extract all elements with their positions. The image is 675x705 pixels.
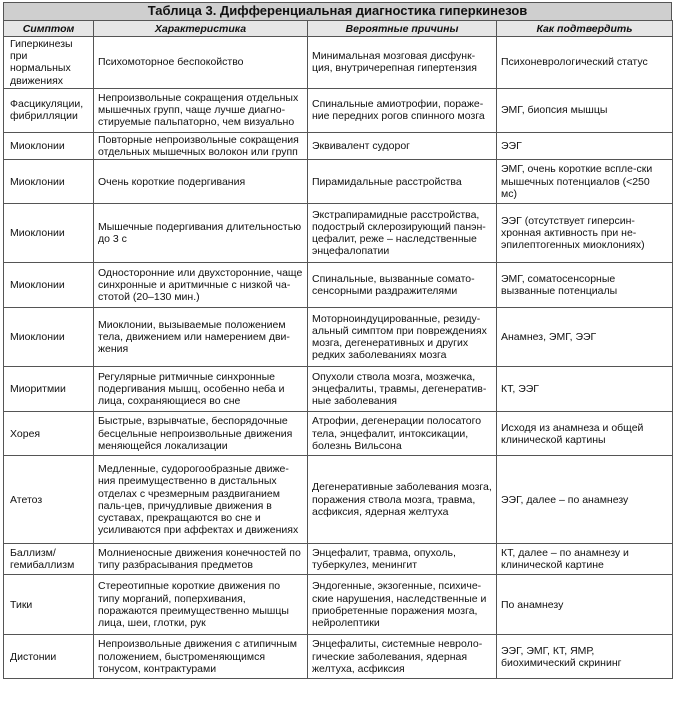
table-row xyxy=(4,204,673,263)
cell-characteristic: Быстрые, взрывчатые, беспорядочные бесцельные непроизвольные движения меняющейся локализации xyxy=(94,412,308,456)
cell-characteristic: Медленные, судорогообразные движе-ния преимущественно в дистальных отделах с чрезмерным раздвиганием паль-цев, причудливые движения в суставах, прекращаются во сне и усиливаются при аффектах и движениях xyxy=(94,456,308,544)
cell-confirm: ЭЭГ, далее – по анамнезу xyxy=(497,456,673,544)
cell-characteristic: Непроизвольные сокращения отдельных мышечных групп, чаще лучше диагно-стируемые пальпаторно, чем визуально xyxy=(94,88,308,132)
cell-causes: Моторноиндуцированные, резиду-альный симптом при повреждениях мозга, дегенеративных и других редких заболеваниях мозга xyxy=(308,308,497,367)
cell-causes: Эндогенные, экзогенные, психиче-ские нарушения, наследственные и приобретенные поражения мозга, нейролептики xyxy=(308,575,497,635)
cell-causes: Пирамидальные расстройства xyxy=(308,160,497,204)
cell-causes: Спинальные амиотрофии, пораже-ние передних рогов спинного мозга xyxy=(308,88,497,132)
table-row xyxy=(4,308,673,367)
table-row xyxy=(4,37,673,89)
table-row xyxy=(4,132,673,159)
cell-causes: Атрофии, дегенерации полосатого тела, энцефалит, интоксикации, болезнь Вильсона xyxy=(308,412,497,456)
table-row xyxy=(4,160,673,204)
cell-symptom: Баллизм/ гемибаллизм xyxy=(4,544,94,575)
cell-symptom: Дистонии xyxy=(4,635,94,679)
header-symptom: Симптом xyxy=(4,21,94,37)
cell-causes: Спинальные, вызванные сомато-сенсорными раздражителями xyxy=(308,263,497,308)
cell-characteristic: Односторонние или двухсторонние, чаще синхронные и аритмичные с низкой ча-стотой (20–130 мин.) xyxy=(94,263,308,308)
cell-symptom: Атетоз xyxy=(4,456,94,544)
header-row xyxy=(4,21,673,37)
cell-symptom: Миоклонии xyxy=(4,160,94,204)
cell-confirm: По анамнезу xyxy=(497,575,673,635)
cell-confirm: Исходя из анамнеза и общей клинической картины xyxy=(497,412,673,456)
cell-causes: Энцефалит, травма, опухоль, туберкулез, менингит xyxy=(308,544,497,575)
table-title: Таблица 3. Дифференциальная диагностика гиперкинезов xyxy=(3,2,672,20)
cell-symptom: Миоклонии xyxy=(4,308,94,367)
table-row xyxy=(4,412,673,456)
header-confirm: Как подтвердить xyxy=(497,21,673,37)
cell-causes: Эквивалент судорог xyxy=(308,132,497,159)
cell-confirm: ЭМГ, очень короткие вспле-ски мышечных потенциалов (<250 мс) xyxy=(497,160,673,204)
cell-confirm: ЭМГ, биопсия мышцы xyxy=(497,88,673,132)
cell-characteristic: Непроизвольные движения с атипичным положением, быстроменяющимся тонусом, контрактурами xyxy=(94,635,308,679)
cell-characteristic: Миоклонии, вызываемые положением тела, движением или намерением дви-жения xyxy=(94,308,308,367)
table-row xyxy=(4,456,673,544)
cell-characteristic: Повторные непроизвольные сокращения отдельных мышечных волокон или групп xyxy=(94,132,308,159)
table-row xyxy=(4,544,673,575)
cell-causes: Минимальная мозговая дисфунк-ция, внутричерепная гипертензия xyxy=(308,37,497,89)
cell-confirm: КТ, далее – по анамнезу и клинической картине xyxy=(497,544,673,575)
cell-causes: Опухоли ствола мозга, мозжечка, энцефалиты, травмы, дегенератив-ные заболевания xyxy=(308,367,497,412)
cell-confirm: Анамнез, ЭМГ, ЭЭГ xyxy=(497,308,673,367)
cell-causes: Экстрапирамидные расстройства, подострый склерозирующий панэн-цефалит, реже – наследственные энцефалопатии xyxy=(308,204,497,263)
table-row xyxy=(4,635,673,679)
table-row xyxy=(4,367,673,412)
cell-symptom: Тики xyxy=(4,575,94,635)
cell-symptom: Миоклонии xyxy=(4,263,94,308)
cell-confirm: Психоневрологический статус xyxy=(497,37,673,89)
cell-symptom: Гиперкинезы при нормальных движениях xyxy=(4,37,94,89)
table-row xyxy=(4,263,673,308)
cell-characteristic: Стереотипные короткие движения по типу морганий, поперхивания, поражаются преимущественно мышцы лица, шеи, глотки, рук xyxy=(94,575,308,635)
cell-confirm: ЭЭГ, ЭМГ, КТ, ЯМР, биохимический скрининг xyxy=(497,635,673,679)
cell-causes: Дегенеративные заболевания мозга, поражения ствола мозга, травма, асфиксия, ядерная желтуха xyxy=(308,456,497,544)
hyperkinesis-table xyxy=(3,20,673,679)
cell-symptom: Миоклонии xyxy=(4,204,94,263)
cell-confirm: ЭЭГ (отсутствует гиперсин-хронная активность при не-эпилептогенных миоклониях) xyxy=(497,204,673,263)
header-causes: Вероятные причины xyxy=(308,21,497,37)
cell-symptom: Хорея xyxy=(4,412,94,456)
cell-characteristic: Мышечные подергивания длительностью до 3 с xyxy=(94,204,308,263)
table-row xyxy=(4,575,673,635)
cell-characteristic: Молниеносные движения конечностей по типу разбрасывания предметов xyxy=(94,544,308,575)
cell-characteristic: Очень короткие подергивания xyxy=(94,160,308,204)
cell-confirm: ЭМГ, соматосенсорные вызванные потенциалы xyxy=(497,263,673,308)
cell-confirm: ЭЭГ xyxy=(497,132,673,159)
cell-symptom: Миоклонии xyxy=(4,132,94,159)
header-characteristic: Характеристика xyxy=(94,21,308,37)
cell-confirm: КТ, ЭЭГ xyxy=(497,367,673,412)
cell-symptom: Миоритмии xyxy=(4,367,94,412)
cell-symptom: Фасцикуляции, фибрилляции xyxy=(4,88,94,132)
cell-characteristic: Психомоторное беспокойство xyxy=(94,37,308,89)
cell-causes: Энцефалиты, системные невроло-гические заболевания, ядерная желтуха, асфиксия xyxy=(308,635,497,679)
table-row xyxy=(4,88,673,132)
cell-characteristic: Регулярные ритмичные синхронные подергивания мышц, особенно неба и лица, сохраняющиеся во сне xyxy=(94,367,308,412)
